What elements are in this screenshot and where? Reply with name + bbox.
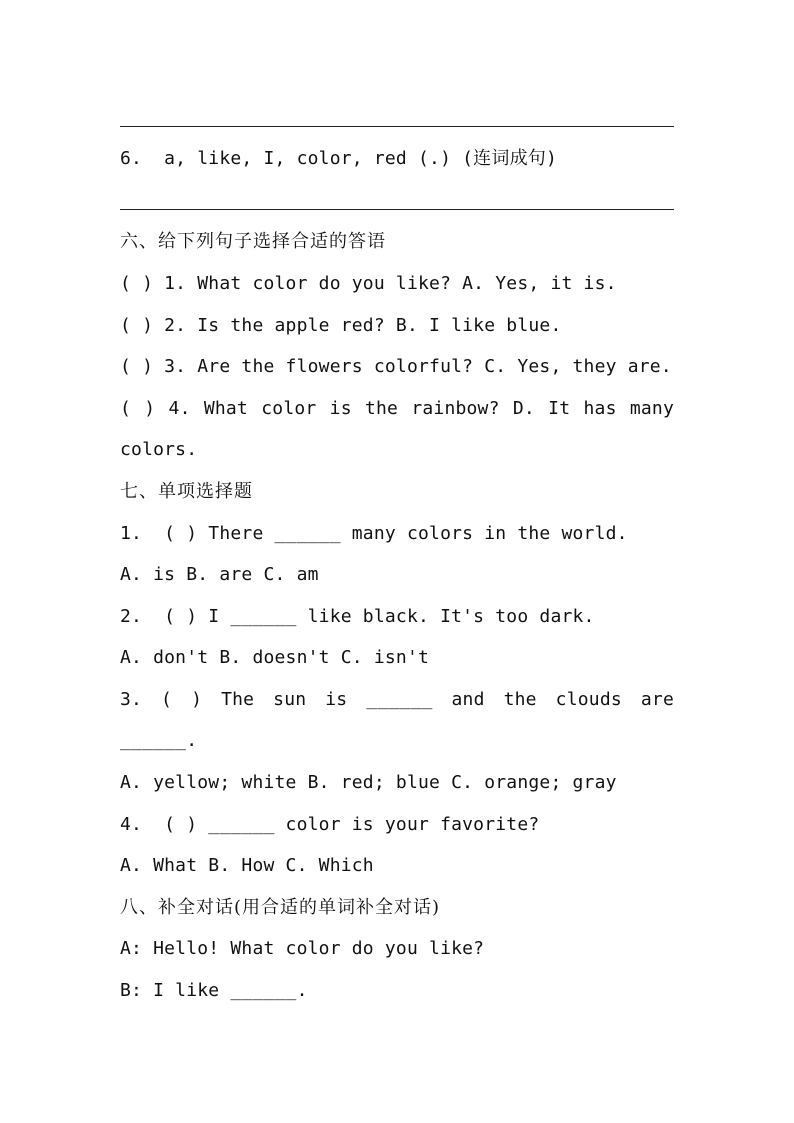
choice-question-2: 2. ( ) I ______ like black. It's too dark. (120, 606, 595, 627)
section-6-heading: 六、给下列句子选择合适的答语 (120, 231, 386, 252)
match-item-1: ( ) 1. What color do you like? A. Yes, it is. (120, 273, 617, 294)
match-item-3: ( ) 3. Are the flowers colorful? C. Yes, they are. (120, 356, 672, 377)
choice-options-4: A. What B. How C. Which (120, 855, 374, 876)
dialogue-line-b: B: I like ______. (120, 980, 308, 1001)
choice-question-1: 1. ( ) There ______ many colors in the world. (120, 523, 628, 544)
section-7-heading: 七、单项选择题 (120, 481, 253, 502)
choice-question-3: 3. ( ) The sun is ______ and the clouds are (120, 689, 674, 710)
choice-options-3: A. yellow; white B. red; blue C. orange; gray (120, 772, 617, 793)
worksheet-page (120, 0, 674, 1123)
dialogue-line-a: A: Hello! What color do you like? (120, 938, 485, 959)
section-8-heading: 八、补全对话(用合适的单词补全对话) (120, 897, 441, 918)
question-6: 6. a, like, I, color, red (.) (连词成句) (120, 148, 558, 169)
choice-options-2: A. don't B. doesn't C. isn't (120, 647, 430, 668)
match-item-2: ( ) 2. Is the apple red? B. I like blue. (120, 315, 562, 336)
match-item-4: ( ) 4. What color is the rainbow? D. It has many (120, 398, 674, 419)
answer-line (120, 126, 674, 127)
choice-question-4: 4. ( ) ______ color is your favorite? (120, 814, 540, 835)
answer-line (120, 209, 674, 210)
choice-question-3-continued: ______. (120, 730, 198, 751)
choice-options-1: A. is B. are C. am (120, 564, 319, 585)
match-item-4-continued: colors. (120, 439, 198, 460)
